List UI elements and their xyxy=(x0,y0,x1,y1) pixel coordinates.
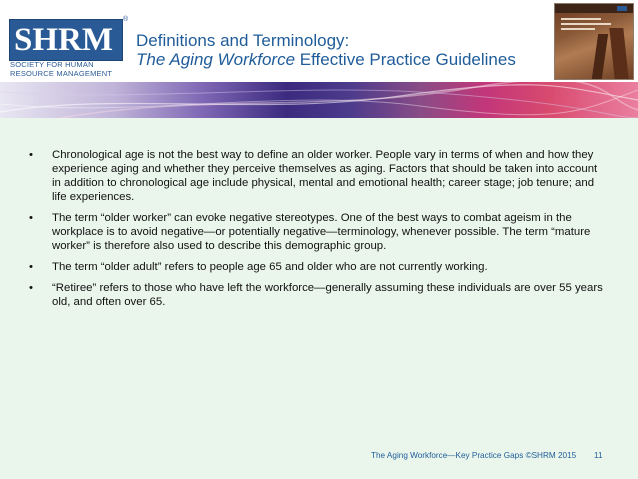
bullet-text: “Retiree” refers to those who have left the workforce—generally assuming these individuals are over 55 years old, and often over 65. xyxy=(52,282,603,308)
bullet-marker: • xyxy=(29,261,33,273)
decorative-banner xyxy=(0,82,638,118)
book-cover-thumbnail xyxy=(554,3,634,80)
book-cover-title-line xyxy=(561,23,611,25)
book-cover-logo xyxy=(617,6,627,11)
content-area xyxy=(0,118,638,479)
bullet-item xyxy=(26,211,606,253)
logo-tagline-line-2: RESOURCE MANAGEMENT xyxy=(10,68,113,78)
slide-title-line-2 xyxy=(136,50,516,70)
slide-footer: The Aging Workforce—Key Practice Gaps ©SHRM 2015 xyxy=(371,451,577,460)
bullet-item xyxy=(26,260,606,274)
logo-tagline xyxy=(10,61,112,78)
bullet-list xyxy=(26,148,606,316)
title-italic-part: The Aging Workforce xyxy=(136,50,296,69)
book-cover-title-line xyxy=(561,18,601,20)
logo-box xyxy=(9,19,123,61)
banner-swoosh-graphic xyxy=(0,82,638,118)
bullet-item xyxy=(26,148,606,204)
bullet-item xyxy=(26,281,606,309)
registered-mark: ® xyxy=(123,16,129,23)
title-rest-part: Effective Practice Guidelines xyxy=(295,50,516,69)
page-number: 11 xyxy=(594,451,603,460)
book-cover-tree-trunk xyxy=(609,28,628,79)
logo-tagline-line-1: SOCIETY FOR HUMAN xyxy=(10,60,94,69)
bullet-text: The term “older worker” can evoke negative stereotypes. One of the best ways to combat ageism in the workplace is to avoid negative—or potentially negative—terminology, whenever possible. The term “mature worker” is therefore also used to describe this demographic group. xyxy=(52,212,591,252)
bullet-marker: • xyxy=(29,282,33,294)
shrm-logo xyxy=(9,16,129,78)
slide-title-line-1: Definitions and Terminology: xyxy=(136,31,350,50)
bullet-marker: • xyxy=(29,212,33,224)
slide-header xyxy=(0,0,638,82)
bullet-marker: • xyxy=(29,149,33,161)
book-cover-tree-trunk xyxy=(592,34,608,79)
logo-letters: SHRM xyxy=(14,22,113,58)
bullet-text: Chronological age is not the best way to define an older worker. People vary in terms of when and how they experience aging and whether they perceive themselves as aging. Factors that should be taken into account in addition to chronological age include physical, mental and emotional health; career stage; job tenure; and life experiences. xyxy=(52,149,598,203)
bullet-text: The term “older adult” refers to people age 65 and older who are not currently working. xyxy=(52,261,488,273)
book-cover-title-line xyxy=(561,28,595,30)
